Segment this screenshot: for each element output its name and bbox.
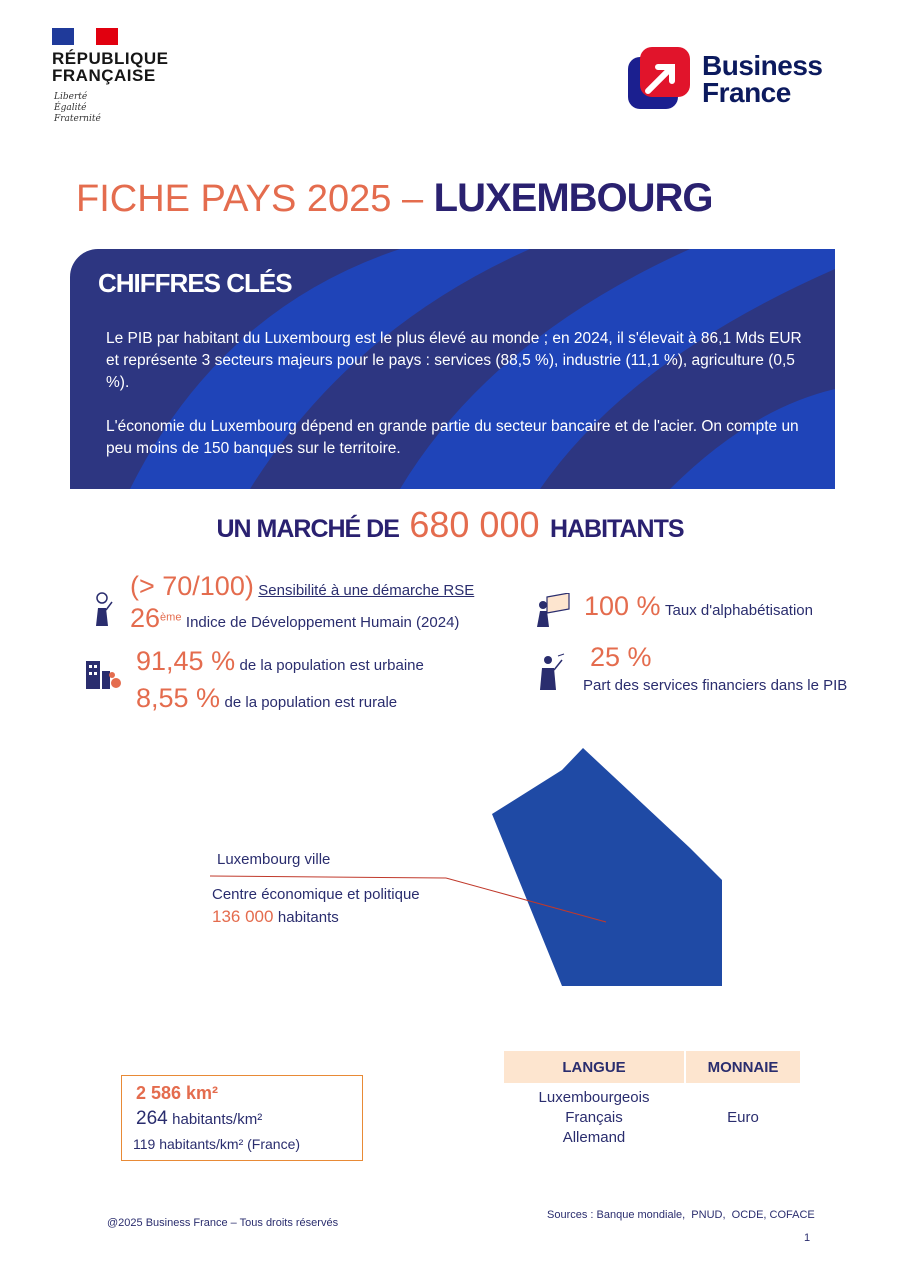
currency-value: Euro bbox=[727, 1109, 759, 1126]
population-number: 680 000 bbox=[409, 504, 540, 545]
french-flag-logo bbox=[52, 28, 118, 45]
title-prefix: FICHE PAYS 2025 – bbox=[76, 178, 424, 220]
finance-value: 25 % bbox=[590, 642, 652, 672]
language-item: Français bbox=[565, 1109, 623, 1126]
city-description: Centre économique et politique bbox=[212, 886, 420, 903]
city-population: 136 000 habitants bbox=[212, 907, 339, 926]
urban-stat: 91,45 % de la population est urbaine bbox=[136, 646, 424, 676]
luxembourg-shape bbox=[492, 748, 722, 986]
sources: Sources : Banque mondiale, PNUD, OCDE, COFACE bbox=[547, 1209, 815, 1221]
person-finance-icon bbox=[536, 652, 566, 692]
key-figures-heading: CHIFFRES CLÉS bbox=[98, 268, 292, 298]
language-item: Luxembourgeois bbox=[538, 1089, 650, 1106]
business-france-name: Business France bbox=[702, 50, 823, 108]
key-figures-paragraph-2: L'économie du Luxembourg dépend en grande partie du secteur bancaire et de l'acier. On compte un peu moins de 150 banques sur le territoire. bbox=[106, 418, 799, 457]
key-figures-paragraph-1: Le PIB par habitant du Luxembourg est le plus élevé au monde ; en 2024, il s'élevait à 86,1 Mds EUR et représente 3 secteurs majeurs pour le pays : services (88,5 %), industrie (11,1 %), agriculture (0,5 %). bbox=[106, 330, 802, 391]
luxembourg-map bbox=[490, 748, 722, 988]
rse-stat: (> 70/100) Sensibilité à une démarche RSE bbox=[130, 571, 475, 601]
language-header: LANGUE bbox=[504, 1051, 684, 1083]
person-thinking-icon bbox=[88, 590, 116, 628]
page-number: 1 bbox=[804, 1232, 811, 1244]
idh-stat: 26ème Indice de Développement Humain (2024) bbox=[130, 603, 460, 633]
republic-motto: Liberté Égalité Fraternité bbox=[54, 92, 101, 124]
finance-label: Part des services financiers dans le PIB bbox=[583, 677, 848, 694]
rural-stat: 8,55 % de la population est rurale bbox=[136, 683, 398, 713]
page-title bbox=[76, 176, 713, 221]
market-headline: UN MARCHÉ DE 680 000 HABITANTS bbox=[216, 504, 684, 545]
title-country: LUXEMBOURG bbox=[433, 176, 713, 220]
person-reading-icon bbox=[533, 593, 571, 629]
republique-francaise-name: RÉPUBLIQUE FRANÇAISE bbox=[52, 49, 169, 85]
city-name: Luxembourg ville bbox=[217, 851, 331, 868]
city-buildings-icon bbox=[84, 657, 122, 691]
language-list bbox=[504, 1088, 684, 1148]
currency-header: MONNAIE bbox=[686, 1051, 800, 1083]
surface-value: 2 586 km² bbox=[136, 1083, 219, 1103]
business-france-logo-icon bbox=[628, 47, 690, 109]
copyright: @2025 Business France – Tous droits réservés bbox=[107, 1217, 339, 1229]
france-density: 119 habitants/km² (France) bbox=[133, 1136, 301, 1152]
language-item: Allemand bbox=[562, 1129, 626, 1146]
density-stat: 264 habitants/km² bbox=[136, 1108, 263, 1129]
literacy-stat: 100 % Taux d'alphabétisation bbox=[584, 591, 813, 621]
